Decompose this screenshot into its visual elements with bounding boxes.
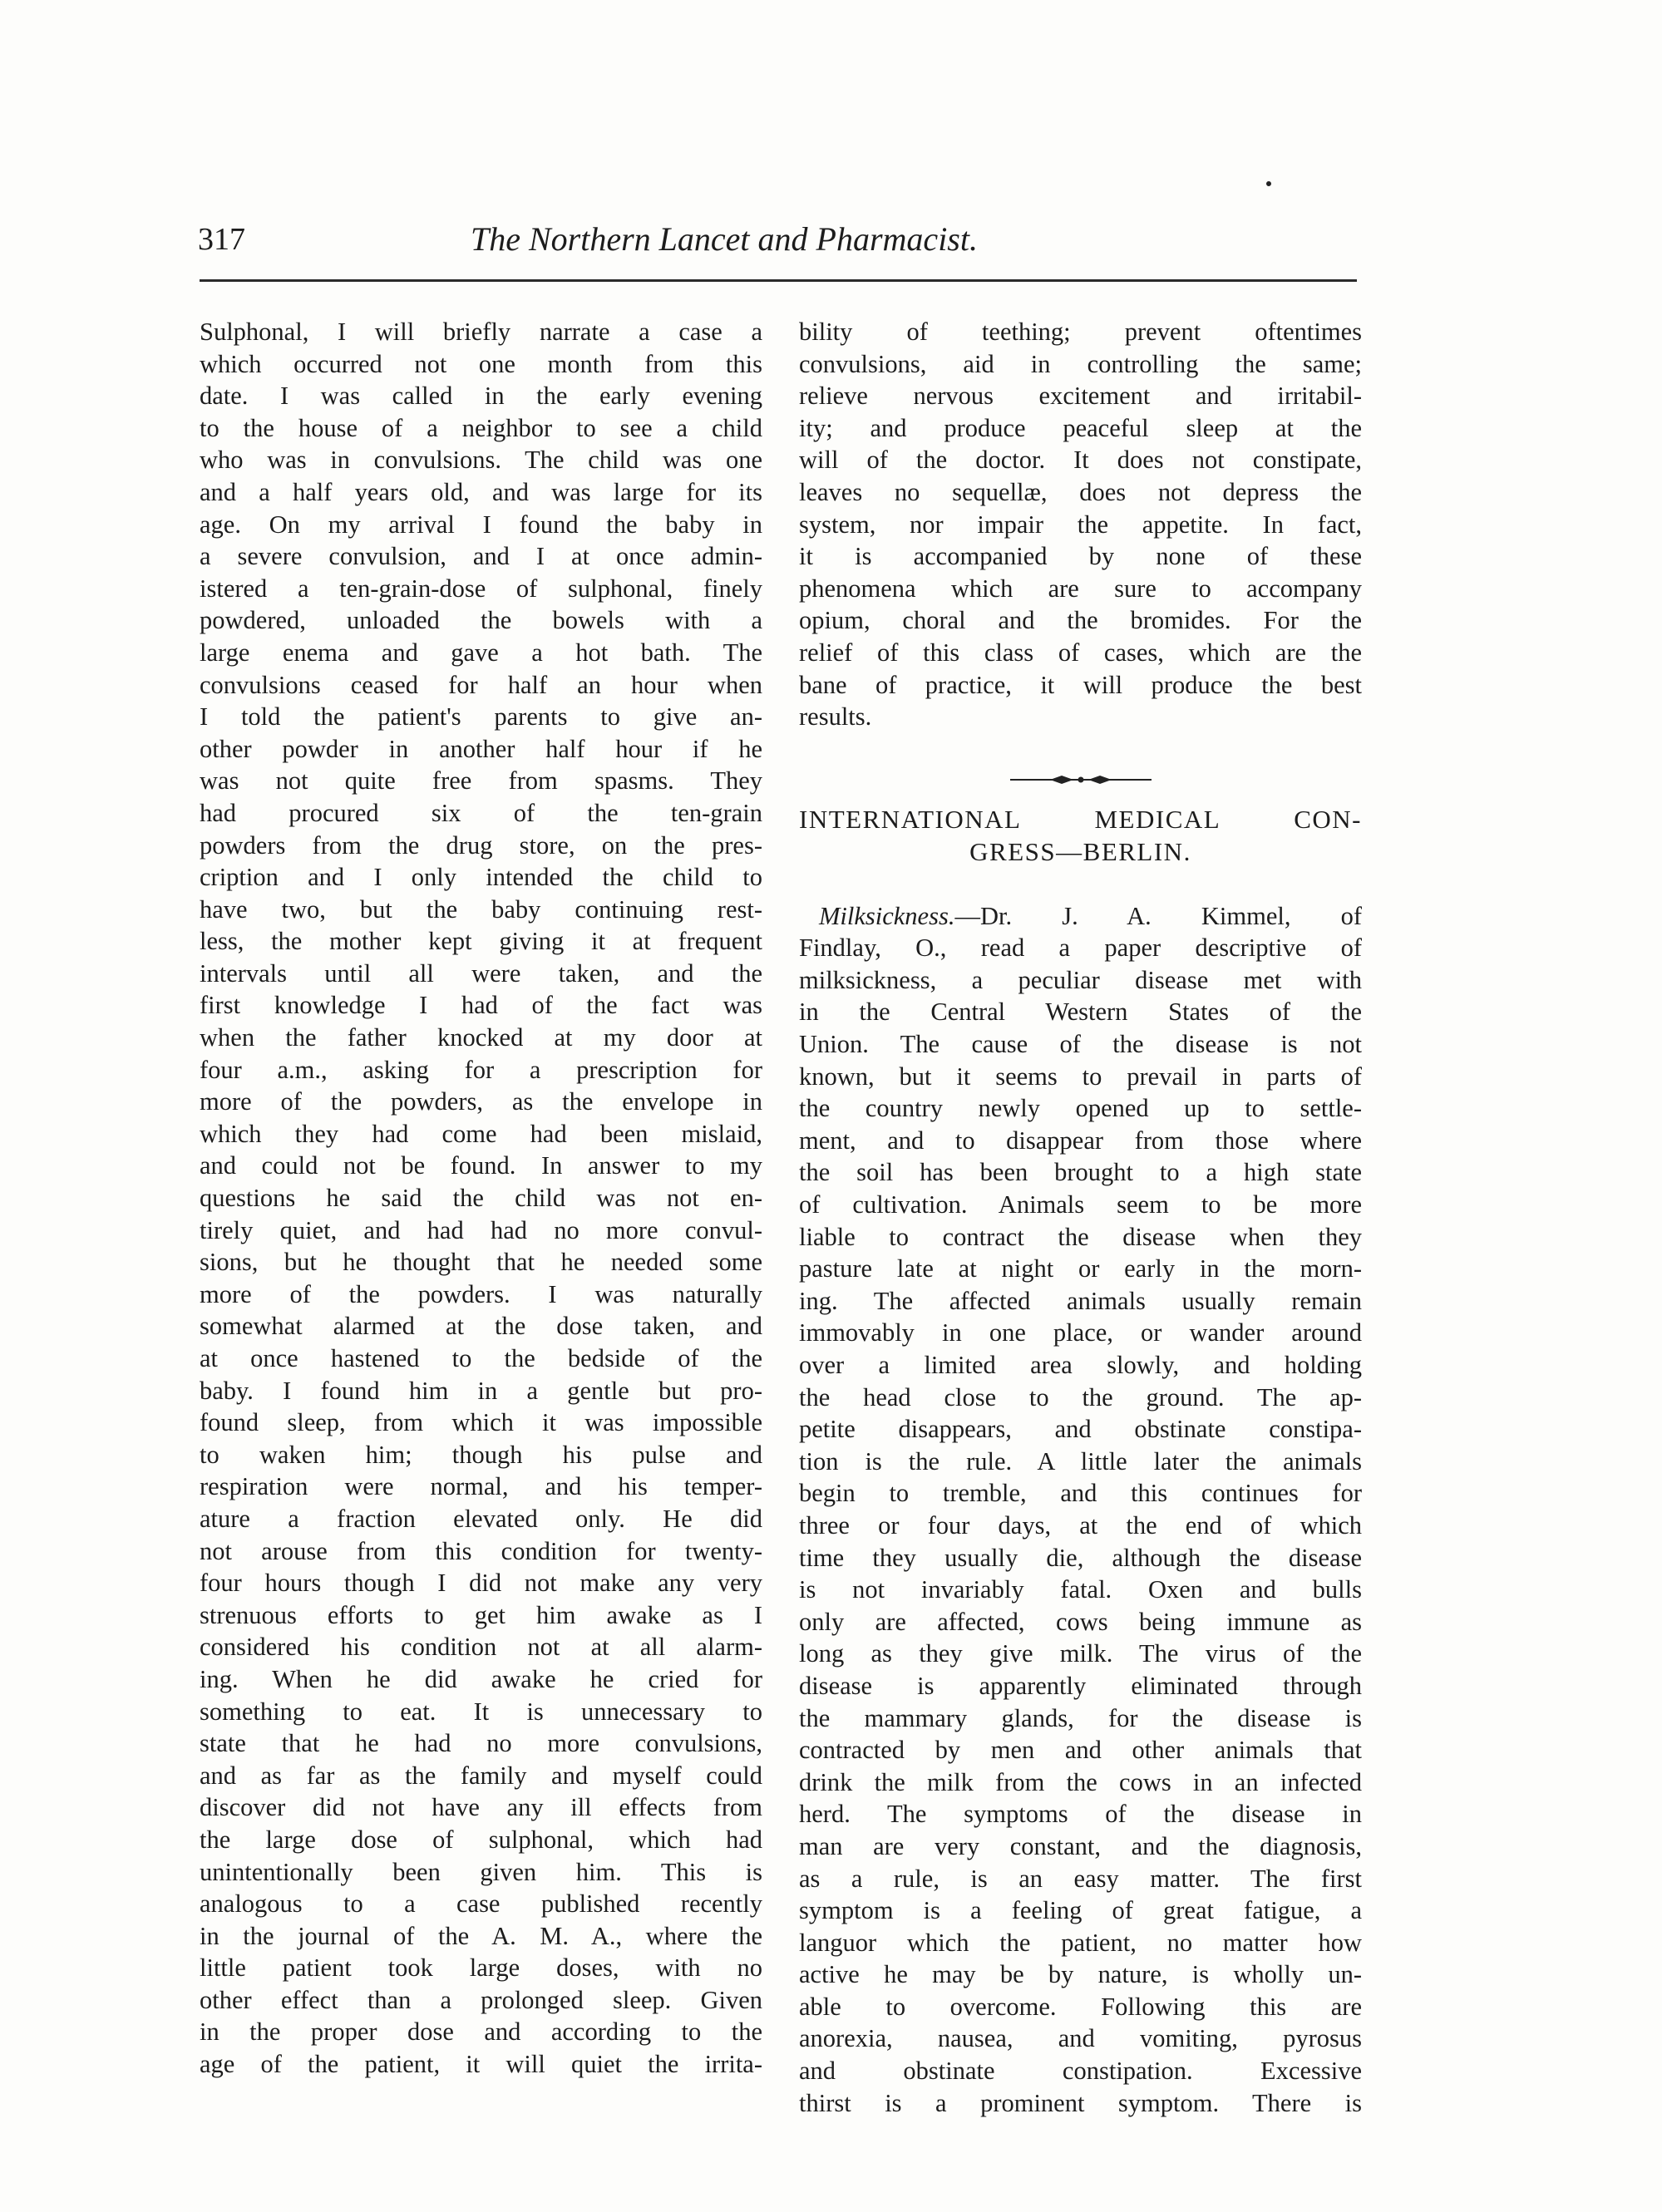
left-column-line: four a.m., asking for a prescription for bbox=[200, 1055, 762, 1084]
ornament-rule-icon bbox=[1010, 773, 1152, 786]
page-number: 317 bbox=[198, 222, 245, 257]
left-column-line: had procured six of the ten-grain bbox=[200, 798, 762, 827]
left-column-line: more of the powders. I was naturally bbox=[200, 1279, 762, 1308]
right-column bbox=[799, 316, 1362, 2119]
left-column-line: istered a ten-grain-dose of sulphonal, finely bbox=[200, 574, 762, 603]
left-column-line: tirely quiet, and had had no more convul- bbox=[200, 1215, 762, 1244]
left-column-line: to waken him; though his pulse and bbox=[200, 1440, 762, 1469]
right-intro-line: convulsions, aid in controlling the same; bbox=[799, 349, 1362, 378]
left-column-line: in the proper dose and according to the bbox=[200, 2017, 762, 2047]
article-line: liable to contract the disease when they bbox=[799, 1222, 1362, 1251]
right-intro-line: ity; and produce peaceful sleep at the bbox=[799, 413, 1362, 442]
left-column-line: a severe convulsion, and I at once admin- bbox=[200, 542, 762, 571]
left-column-line: questions he said the child was not en- bbox=[200, 1184, 762, 1213]
article-line: as a rule, is an easy matter. The first bbox=[799, 1864, 1362, 1893]
article-line: known, but it seems to prevail in parts of bbox=[799, 1062, 1362, 1091]
left-column-line: to the house of a neighbor to see a child bbox=[200, 413, 762, 442]
left-column-line: ing. When he did awake he cried for bbox=[200, 1664, 762, 1693]
right-intro-line: opium, choral and the bromides. For the bbox=[799, 606, 1362, 635]
article-line: begin to tremble, and this continues for bbox=[799, 1479, 1362, 1508]
left-column-line: respiration were normal, and his temper- bbox=[200, 1472, 762, 1501]
left-column-line: I told the patient's parents to give an- bbox=[200, 702, 762, 732]
article-line: languor which the patient, no matter how bbox=[799, 1928, 1362, 1957]
article-line: ment, and to disappear from those where bbox=[799, 1126, 1362, 1155]
left-column-line: state that he had no more convulsions, bbox=[200, 1729, 762, 1758]
left-column-line: powdered, unloaded the bowels with a bbox=[200, 606, 762, 635]
left-column-line: little patient took large doses, with no bbox=[200, 1953, 762, 1983]
left-column-line: analogous to a case published recently bbox=[200, 1889, 762, 1919]
left-column-line: unintentionally been given him. This is bbox=[200, 1857, 762, 1886]
left-column-line: more of the powders, as the envelope in bbox=[200, 1087, 762, 1116]
article-line: able to overcome. Following this are bbox=[799, 1992, 1362, 2021]
article-line: anorexia, nausea, and vomiting, pyrosus bbox=[799, 2024, 1362, 2053]
print-speck bbox=[1266, 181, 1271, 186]
article-line: drink the milk from the cows in an infected bbox=[799, 1767, 1362, 1796]
left-column-line: who was in convulsions. The child was one bbox=[200, 446, 762, 475]
article-line: only are affected, cows being immune as bbox=[799, 1607, 1362, 1636]
left-column-line: when the father knocked at my door at bbox=[200, 1023, 762, 1052]
left-column-line: sions, but he thought that he needed some bbox=[200, 1248, 762, 1277]
right-intro-paragraph bbox=[799, 316, 1362, 733]
article-line: of cultivation. Animals seem to be more bbox=[799, 1190, 1362, 1219]
right-intro-line: relief of this class of cases, which are the bbox=[799, 638, 1362, 667]
left-column-line: age. On my arrival I found the baby in bbox=[200, 510, 762, 539]
article-line: man are very constant, and the diagnosis, bbox=[799, 1831, 1362, 1860]
right-intro-line: bility of teething; prevent oftentimes bbox=[799, 318, 1362, 346]
left-column-line: strenuous efforts to get him awake as I bbox=[200, 1600, 762, 1629]
left-column-line: considered his condition not at all alarm- bbox=[200, 1633, 762, 1662]
right-intro-line: relieve nervous excitement and irritabil- bbox=[799, 382, 1362, 411]
article-line: Union. The cause of the disease is not bbox=[799, 1030, 1362, 1059]
right-intro-line: it is accompanied by none of these bbox=[799, 542, 1362, 571]
left-column-line: which occurred not one month from this bbox=[200, 349, 762, 378]
left-column-line: age of the patient, it will quiet the irrita- bbox=[200, 2050, 762, 2079]
article-line: disease is apparently eliminated through bbox=[799, 1671, 1362, 1700]
article-body bbox=[799, 932, 1362, 2119]
left-column-line: at once hastened to the bedside of the bbox=[200, 1344, 762, 1372]
left-column-line: cription and I only intended the child to bbox=[200, 863, 762, 892]
article-line: over a limited area slowly, and holding bbox=[799, 1351, 1362, 1379]
left-column bbox=[200, 316, 762, 2081]
article-line: time they usually die, although the disease bbox=[799, 1543, 1362, 1572]
running-head bbox=[198, 214, 1358, 264]
left-column-line: four hours though I did not make any very bbox=[200, 1569, 762, 1598]
left-column-line: large enema and gave a hot bath. The bbox=[200, 638, 762, 667]
article-line: the soil has been brought to a high state bbox=[799, 1158, 1362, 1187]
article-first-line-rest: —Dr. J. A. Kimmel, of bbox=[954, 901, 1362, 930]
section-heading-line-2: GRESS—BERLIN. bbox=[969, 836, 1191, 866]
right-intro-line: results. bbox=[799, 702, 872, 732]
right-intro-line: phenomena which are sure to accompany bbox=[799, 574, 1362, 603]
article-line: immovably in one place, or wander around bbox=[799, 1318, 1362, 1347]
article-line: is not invariably fatal. Oxen and bulls bbox=[799, 1575, 1362, 1604]
article-line: the mammary glands, for the disease is bbox=[799, 1703, 1362, 1732]
left-column-line: which they had come had been mislaid, bbox=[200, 1119, 762, 1148]
article-line: ing. The affected animals usually remain bbox=[799, 1286, 1362, 1315]
article-line: three or four days, at the end of which bbox=[799, 1510, 1362, 1540]
section-heading-line-1: INTERNATIONAL MEDICAL CON- bbox=[799, 804, 1362, 834]
right-intro-line: system, nor impair the appetite. In fact, bbox=[799, 510, 1362, 539]
right-intro-line: leaves no sequellæ, does not depress the bbox=[799, 477, 1362, 506]
section-ornament bbox=[799, 765, 1362, 797]
article-line: herd. The symptoms of the disease in bbox=[799, 1800, 1362, 1829]
article-line: in the Central Western States of the bbox=[799, 998, 1362, 1027]
left-column-line: Sulphonal, I will briefly narrate a case a bbox=[200, 318, 762, 346]
left-column-line: somewhat alarmed at the dose taken, and bbox=[200, 1312, 762, 1341]
left-column-line: and a half years old, and was large for its bbox=[200, 477, 762, 506]
right-intro-line: will of the doctor. It does not constipate, bbox=[799, 446, 1362, 475]
header-rule bbox=[200, 279, 1357, 282]
left-column-line: baby. I found him in a gentle but pro- bbox=[200, 1376, 762, 1405]
article-line: thirst is a prominent symptom. There is bbox=[799, 2088, 1362, 2117]
article-line: pasture late at night or early in the morn- bbox=[799, 1254, 1362, 1283]
spacer bbox=[799, 868, 1362, 900]
journal-title: The Northern Lancet and Pharmacist. bbox=[471, 220, 978, 258]
right-intro-line: bane of practice, it will produce the best bbox=[799, 670, 1362, 699]
left-column-line: powders from the drug store, on the pres- bbox=[200, 830, 762, 860]
left-column-line: and could not be found. In answer to my bbox=[200, 1151, 762, 1180]
left-column-line: discover did not have any ill effects from bbox=[200, 1793, 762, 1822]
left-column-line: first knowledge I had of the fact was bbox=[200, 991, 762, 1020]
left-column-line: other powder in another half hour if he bbox=[200, 734, 762, 763]
left-column-line: ature a fraction elevated only. He did bbox=[200, 1504, 762, 1533]
left-column-line: convulsions ceased for half an hour when bbox=[200, 670, 762, 699]
left-column-line: something to eat. It is unnecessary to bbox=[200, 1697, 762, 1726]
spacer bbox=[799, 797, 1362, 804]
article-line: petite disappears, and obstinate constipa- bbox=[799, 1415, 1362, 1444]
left-column-line: intervals until all were taken, and the bbox=[200, 958, 762, 988]
left-column-line: in the journal of the A. M. A., where the bbox=[200, 1921, 762, 1950]
article-line: symptom is a feeling of great fatigue, a bbox=[799, 1896, 1362, 1925]
article-line: the head close to the ground. The ap- bbox=[799, 1382, 1362, 1411]
left-column-line: found sleep, from which it was impossible bbox=[200, 1408, 762, 1437]
left-column-line: have two, but the baby continuing rest- bbox=[200, 894, 762, 924]
article-line: the country newly opened up to settle- bbox=[799, 1094, 1362, 1123]
left-column-line: date. I was called in the early evening bbox=[200, 382, 762, 411]
left-column-line: less, the mother kept giving it at frequent bbox=[200, 927, 762, 956]
left-column-line: not arouse from this condition for twenty- bbox=[200, 1536, 762, 1565]
left-column-line: and as far as the family and myself could bbox=[200, 1761, 762, 1790]
article-line: contracted by men and other animals that bbox=[799, 1736, 1362, 1765]
article-line: and obstinate constipation. Excessive bbox=[799, 2057, 1362, 2086]
left-column-line: other effect than a prolonged sleep. Given bbox=[200, 1985, 762, 2014]
left-column-line: was not quite free from spasms. They bbox=[200, 766, 762, 796]
article-line: Findlay, O., read a paper descriptive of bbox=[799, 934, 1362, 963]
article-line: milksickness, a peculiar disease met with bbox=[799, 965, 1362, 994]
left-column-line: the large dose of sulphonal, which had bbox=[200, 1825, 762, 1854]
article-line: active he may be by nature, is wholly un- bbox=[799, 1960, 1362, 1989]
spacer bbox=[799, 733, 1362, 766]
article-line: tion is the rule. A little later the animals bbox=[799, 1446, 1362, 1475]
article-line: long as they give milk. The virus of the bbox=[799, 1639, 1362, 1668]
article-lead-italic: Milksickness. bbox=[819, 901, 955, 930]
article-first-line bbox=[799, 900, 1362, 933]
